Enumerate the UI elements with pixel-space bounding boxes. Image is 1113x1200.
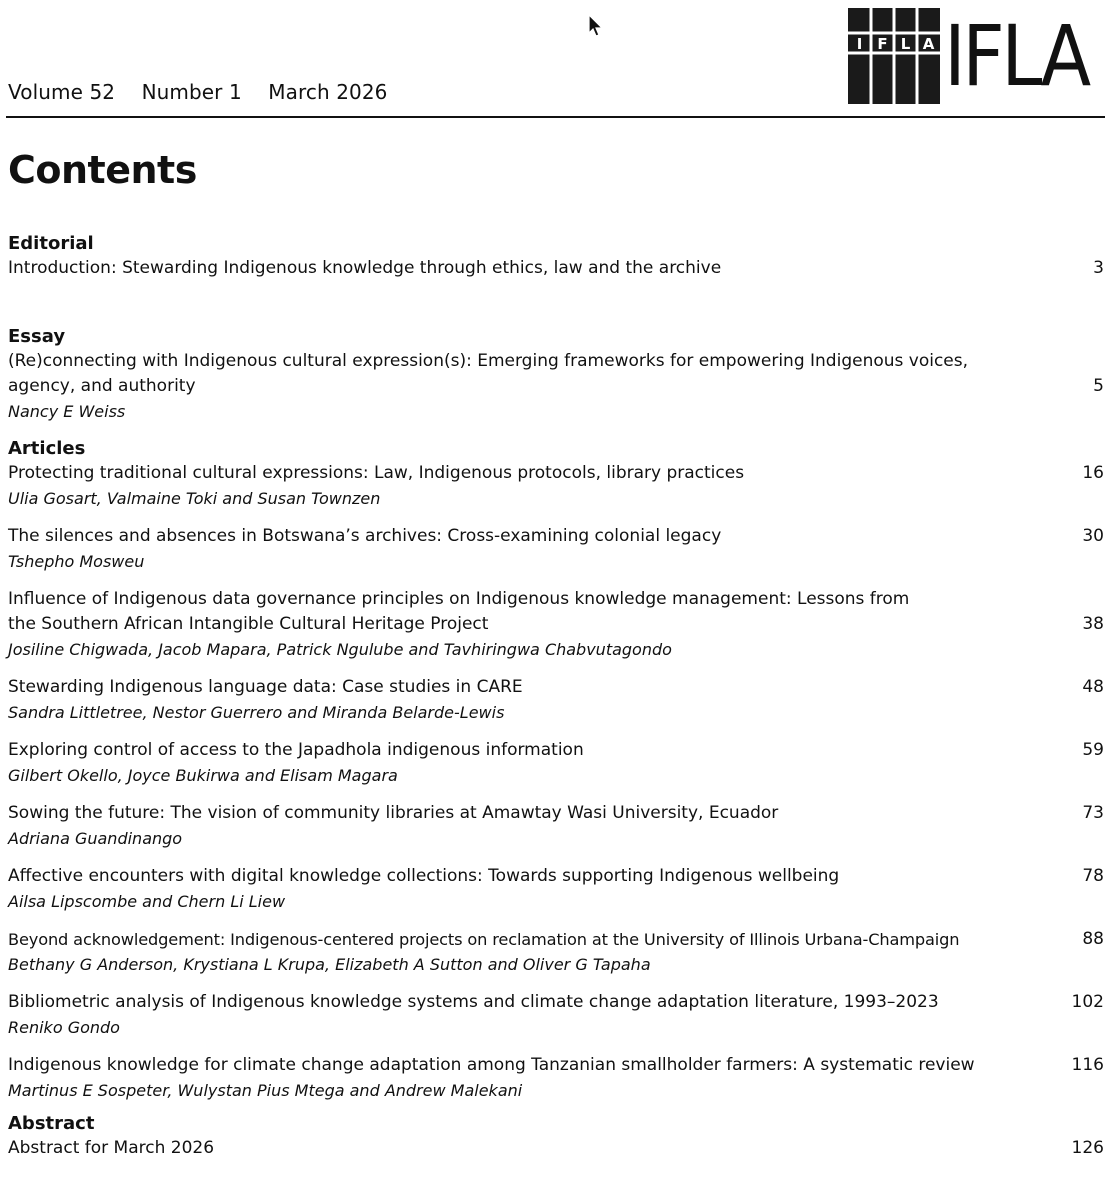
volume-label: Volume 52 <box>8 80 116 104</box>
entry-authors: Reniko Gondo <box>8 1018 120 1037</box>
entry-title: Stewarding Indigenous language data: Case studies in CARE <box>8 677 523 697</box>
toc-entry[interactable] <box>8 801 1104 826</box>
section-essay <box>8 325 1104 425</box>
entry-title: Affective encounters with digital knowledge collections: Towards supporting Indigenous wellbeing <box>8 866 840 886</box>
section-heading: Abstract <box>8 1113 95 1134</box>
emblem-letter: F <box>877 35 888 53</box>
entry-page-number: 30 <box>1082 526 1104 546</box>
entry-page-number: 16 <box>1082 463 1104 483</box>
entry-page-number: 88 <box>1082 929 1104 949</box>
date-label: March 2026 <box>268 80 388 104</box>
toc-entry[interactable] <box>8 738 1104 763</box>
entry-page-number: 59 <box>1082 740 1104 760</box>
toc-entry[interactable] <box>8 524 1104 549</box>
entry-page-number: 126 <box>1071 1138 1104 1158</box>
section-heading: Editorial <box>8 233 94 254</box>
emblem-letter: A <box>922 35 935 53</box>
emblem-letter: I <box>856 35 863 53</box>
entry-title: Bibliometric analysis of Indigenous knowledge systems and climate change adaptation literature, 1993–2023 <box>8 992 939 1012</box>
toc-entry[interactable] <box>8 1053 1104 1078</box>
entry-title: (Re)connecting with Indigenous cultural expression(s): Emerging frameworks for empowering Indigenous voices, agency, and authority <box>8 351 969 396</box>
entry-title: Abstract for March 2026 <box>8 1138 215 1158</box>
mouse-cursor-icon <box>588 14 604 38</box>
page-title: Contents <box>8 148 197 192</box>
entry-title: Protecting traditional cultural expressions: Law, Indigenous protocols, library practices <box>8 463 745 483</box>
number-label: Number 1 <box>141 80 242 104</box>
entry-page-number: 3 <box>1093 258 1104 278</box>
entry-authors: Ulia Gosart, Valmaine Toki and Susan Townzen <box>8 489 381 508</box>
section-heading: Essay <box>8 326 66 347</box>
ifla-emblem-icon <box>848 8 940 104</box>
entry-authors: Gilbert Okello, Joyce Bukirwa and Elisam Magara <box>8 766 398 785</box>
journal-header <box>0 0 1113 118</box>
toc-entry[interactable] <box>8 675 1104 700</box>
entry-authors: Martinus E Sospeter, Wulystan Pius Mtega and Andrew Malekani <box>8 1081 523 1100</box>
toc-entry[interactable] <box>8 587 1104 637</box>
toc-entry[interactable] <box>8 864 1104 889</box>
entry-page-number: 48 <box>1082 677 1104 697</box>
section-articles <box>8 437 1104 1104</box>
toc-entry[interactable] <box>8 349 1104 399</box>
table-of-contents <box>8 232 1104 1161</box>
entry-page-number: 73 <box>1082 803 1104 823</box>
entry-page-number: 78 <box>1082 866 1104 886</box>
entry-authors: Tshepho Mosweu <box>8 552 145 571</box>
entry-authors: Adriana Guandinango <box>8 829 183 848</box>
toc-entry[interactable] <box>8 461 1104 486</box>
ifla-logo <box>848 8 1106 104</box>
entry-authors: Sandra Littletree, Nestor Guerrero and Miranda Belarde-Lewis <box>8 703 505 722</box>
entry-page-number: 116 <box>1071 1055 1104 1075</box>
entry-authors: Ailsa Lipscombe and Chern Li Liew <box>8 892 286 911</box>
entry-page-number: 38 <box>1082 614 1104 634</box>
entry-authors: Nancy E Weiss <box>8 402 126 421</box>
section-editorial <box>8 232 1104 281</box>
section-abstract <box>8 1112 1104 1161</box>
entry-title: Introduction: Stewarding Indigenous knowledge through ethics, law and the archive <box>8 258 722 278</box>
emblem-letter: L <box>900 35 911 53</box>
entry-authors: Josiline Chigwada, Jacob Mapara, Patrick Ngulube and Tavhiringwa Chabvutagondo <box>8 640 672 659</box>
entry-title: Influence of Indigenous data governance principles on Indigenous knowledge management: Lessons from the Southern African Intangible Cultural Heritage Project <box>8 589 910 634</box>
toc-entry[interactable] <box>8 990 1104 1015</box>
toc-entry[interactable] <box>8 256 1104 281</box>
entry-title: Exploring control of access to the Japadhola indigenous information <box>8 740 584 760</box>
entry-title: Beyond acknowledgement: Indigenous-centered projects on reclamation at the University of Illinois Urbana-Champaign <box>8 930 960 949</box>
toc-entry[interactable] <box>8 1136 1104 1161</box>
entry-title: Sowing the future: The vision of community libraries at Amawtay Wasi University, Ecuador <box>8 803 779 823</box>
entry-title: Indigenous knowledge for climate change adaptation among Tanzanian smallholder farmers: A systematic review <box>8 1055 975 1075</box>
entry-title: The silences and absences in Botswana’s archives: Cross-examining colonial legacy <box>8 526 722 546</box>
section-heading: Articles <box>8 438 86 459</box>
header-divider <box>6 116 1105 118</box>
entry-authors: Bethany G Anderson, Krystiana L Krupa, Elizabeth A Sutton and Oliver G Tapaha <box>8 955 651 974</box>
entry-page-number: 102 <box>1071 992 1104 1012</box>
entry-page-number: 5 <box>1093 376 1104 396</box>
logo-wordmark: IFLA <box>944 7 1088 105</box>
toc-entry[interactable] <box>8 927 1104 952</box>
issue-info <box>8 80 408 104</box>
